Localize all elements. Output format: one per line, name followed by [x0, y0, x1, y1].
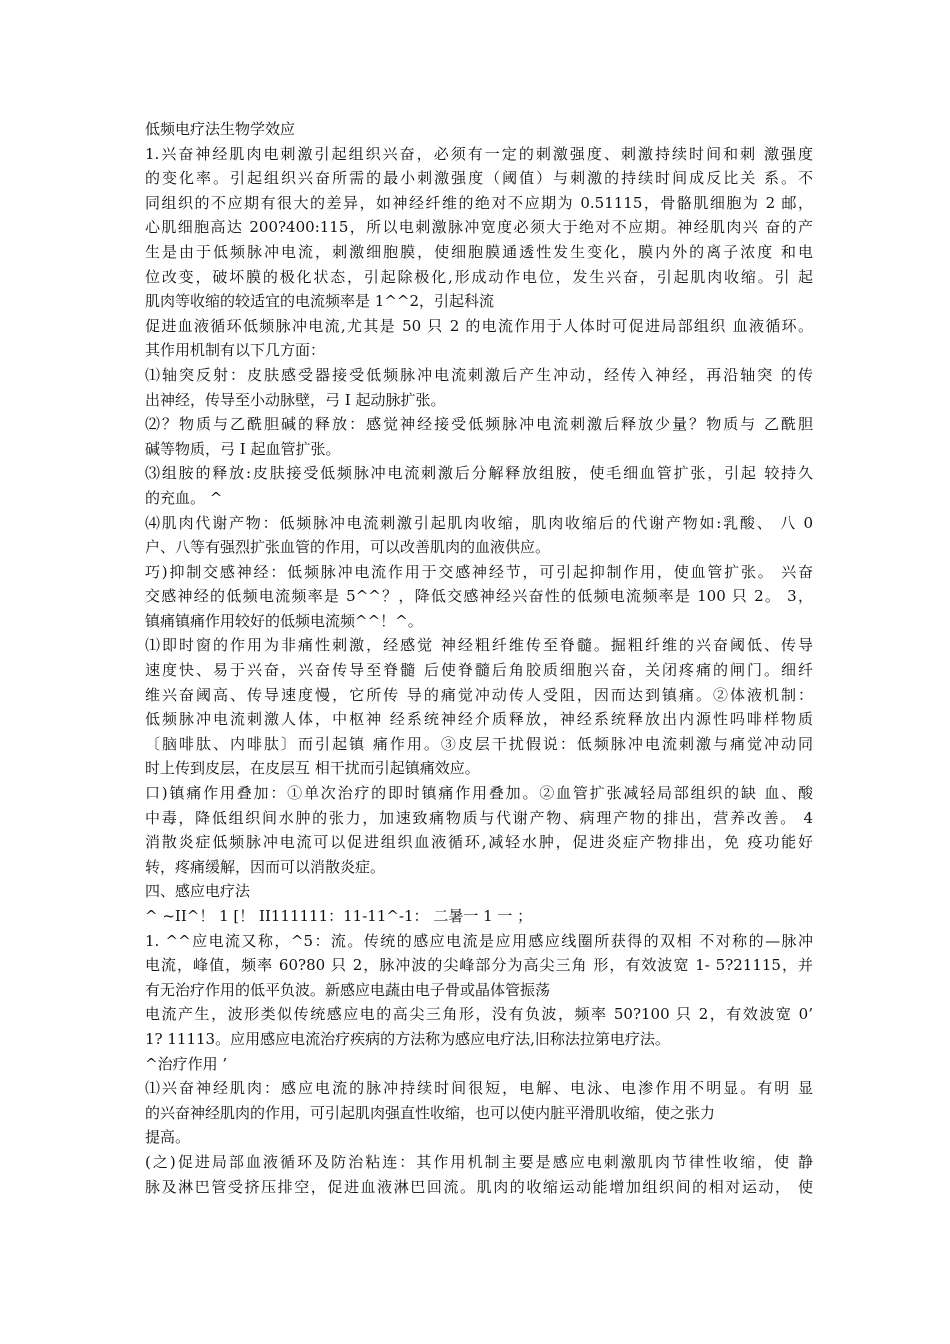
text-line: 四、感应电疗法: [145, 882, 251, 901]
text-line: 维兴奋阈高、传导速度慢，它所传 导的痛觉冲动传人受阻，因而达到镇痛。②体液机制：: [145, 685, 813, 704]
text-line: 低频脉冲电流刺激人体，中枢神 经系统神经介质释放，神经系统释放出内源性吗啡样物质: [145, 710, 813, 729]
text-line: 的兴奋神经肌肉的作用，可引起肌肉强直性收缩，也可以使内脏平滑肌收缩，使之张力: [145, 1103, 716, 1122]
text-line: 消散炎症低频脉冲电流可以促进组织血液循环,减轻水肿，促进炎症产物排出，免 疫功能好: [145, 833, 813, 852]
text-line: 的充血。 ^: [145, 488, 223, 507]
text-line: 低频电疗法生物学效应: [145, 120, 296, 138]
text-line: 转，疼痛缓解，因而可以消散炎症。: [145, 857, 386, 876]
text-line: ⑴即时窗的作用为非痛性刺激，经感觉 神经粗纤维传至脊髓。掘粗纤维的兴奋阈低、传导: [145, 636, 813, 655]
text-line: 生是由于低频脉冲电流，刺激细胞膜，使细胞膜通透性发生变化，膜内外的离子浓度 和电: [145, 242, 813, 261]
text-line: 口)镇痛作用叠加：①单次治疗的即时镇痛作用叠加。②血管扩张减轻局部组织的缺 血、酸: [145, 784, 813, 803]
text-line: ⑷肌肉代谢产物：低频脉冲电流刺激引起肌肉收缩，肌肉收缩后的代谢产物如:乳酸、 八 0: [145, 513, 813, 532]
text-line: 电流产生，波形类似传统感应电的高尖三角形，没有负波，频率 50?100 只 2，有效波宽 0’: [145, 1005, 813, 1024]
document-body: [145, 117, 813, 1199]
text-line: 速度快、易于兴奋，兴奋传导至脊髓 后使脊髓后角胶质细胞兴奋，关闭疼痛的闸门。细纤: [145, 661, 813, 680]
text-line: 1? 11113。应用感应电流治疗疾病的方法称为感应电疗法,旧称法拉第电疗法。: [145, 1029, 670, 1048]
text-line: 电流，峰值，频率 60?80 只 2，脉冲波的尖峰部分为高尖三角 形，有效波宽 1- 5?21115，并: [145, 956, 813, 975]
text-line: ⑴轴突反射：皮肤感受器接受低频脉冲电流刺激后产生冲动，经传入神经，再沿轴突 的传: [145, 365, 813, 384]
text-line: 巧)抑制交感神经：低频脉冲电流作用于交感神经节，可引起抑制作用，使血管扩张。 兴奋: [145, 562, 813, 581]
text-line: 位改变，破坏膜的极化状态，引起除极化,形成动作电位，发生兴奋，引起肌肉收缩。引 起: [145, 267, 813, 286]
text-line: ⑶组胺的释放:皮肤接受低频脉冲电流刺激后分解释放组胺，使毛细血管扩张，引起 较持久: [145, 464, 813, 483]
text-line: 1.兴奋神经肌肉电刺激引起组织兴奋，必须有一定的刺激强度、刺激持续时间和刺 激强度: [145, 144, 813, 163]
text-line: 有无治疗作用的低平负波。新感应电蔬由电子骨或晶体管振荡: [145, 980, 551, 999]
text-line: ⑵？物质与乙酰胆碱的释放：感觉神经接受低频脉冲电流刺激后释放少量？物质与 乙酰胆: [145, 415, 813, 434]
text-line: 中毒，降低组织间水肿的张力，加速致痛物质与代谢产物、病理产物的排出，营养改善。 4: [145, 808, 813, 827]
text-line: 时上传到皮层，在皮层互 相干扰而引起镇痛效应。: [145, 759, 480, 778]
text-line: 碱等物质，弓 I 起血管扩张。: [145, 439, 341, 458]
text-line: 镇痛镇痛作用较好的低频电流频^^！^。: [145, 611, 423, 630]
text-line: 交感神经的低频电流频率是 5^^？，降低交感神经兴奋性的低频电流频率是 100 只 2。 3，: [145, 587, 813, 606]
text-line: ⑴兴奋神经肌肉：感应电流的脉冲持续时间很短，电解、电泳、电渗作用不明显。有明 显: [145, 1079, 813, 1098]
text-line: 户、八等有强烈扩张血管的作用，可以改善肌肉的血液供应。: [145, 538, 551, 557]
text-line: 同组织的不应期有很大的差异，如神经纤维的绝对不应期为 0.51115，骨骼肌细胞为 2 邮，: [145, 193, 813, 212]
text-line: 出神经，传导至小动脉壁，弓 I 起动脉扩张。: [145, 390, 446, 409]
text-line: 促进血液循环低频脉冲电流,尤其是 50 只 2 的电流作用于人体时可促进局部组织 血液循环。: [145, 316, 813, 335]
text-line: (之)促进局部血液循环及防治粘连：其作用机制主要是感应电刺激肌肉节律性收缩，使 静: [145, 1152, 813, 1171]
text-line: ^治疗作用 ’: [145, 1054, 228, 1073]
text-line: 提高。: [145, 1128, 191, 1147]
text-line: ^ ~II^！ 1 [！ II111111：11-11^-1： 二暑一 1 一 ；: [145, 907, 533, 925]
text-line: 肌肉等收缩的较适宜的电流频率是 1^^2，引起科流: [145, 292, 494, 311]
text-line: 1. ^^应电流又称，^5：流。传统的感应电流是应用感应线圈所获得的双相 不对称的—脉冲: [145, 931, 813, 950]
text-line: 其作用机制有以下几方面：: [145, 341, 326, 360]
text-line: 的变化率。引起组织兴奋所需的最小刺激强度（阈值）与刺激的持续时间成反比关 系。不: [145, 169, 813, 188]
text-line: 心肌细胞高达 200?400:115，所以电刺激脉冲宽度必须大于绝对不应期。神经肌肉兴 奋的产: [145, 218, 813, 237]
text-line: 脉及淋巴管受挤压排空，促进血液淋巴回流。肌肉的收缩运动能增加组织间的相对运动， 使: [145, 1177, 813, 1196]
text-line: 〔脑啡肽、内啡肽〕而引起镇 痛作用。③皮层干扰假说：低频脉冲电流刺激与痛觉冲动同: [145, 734, 813, 753]
